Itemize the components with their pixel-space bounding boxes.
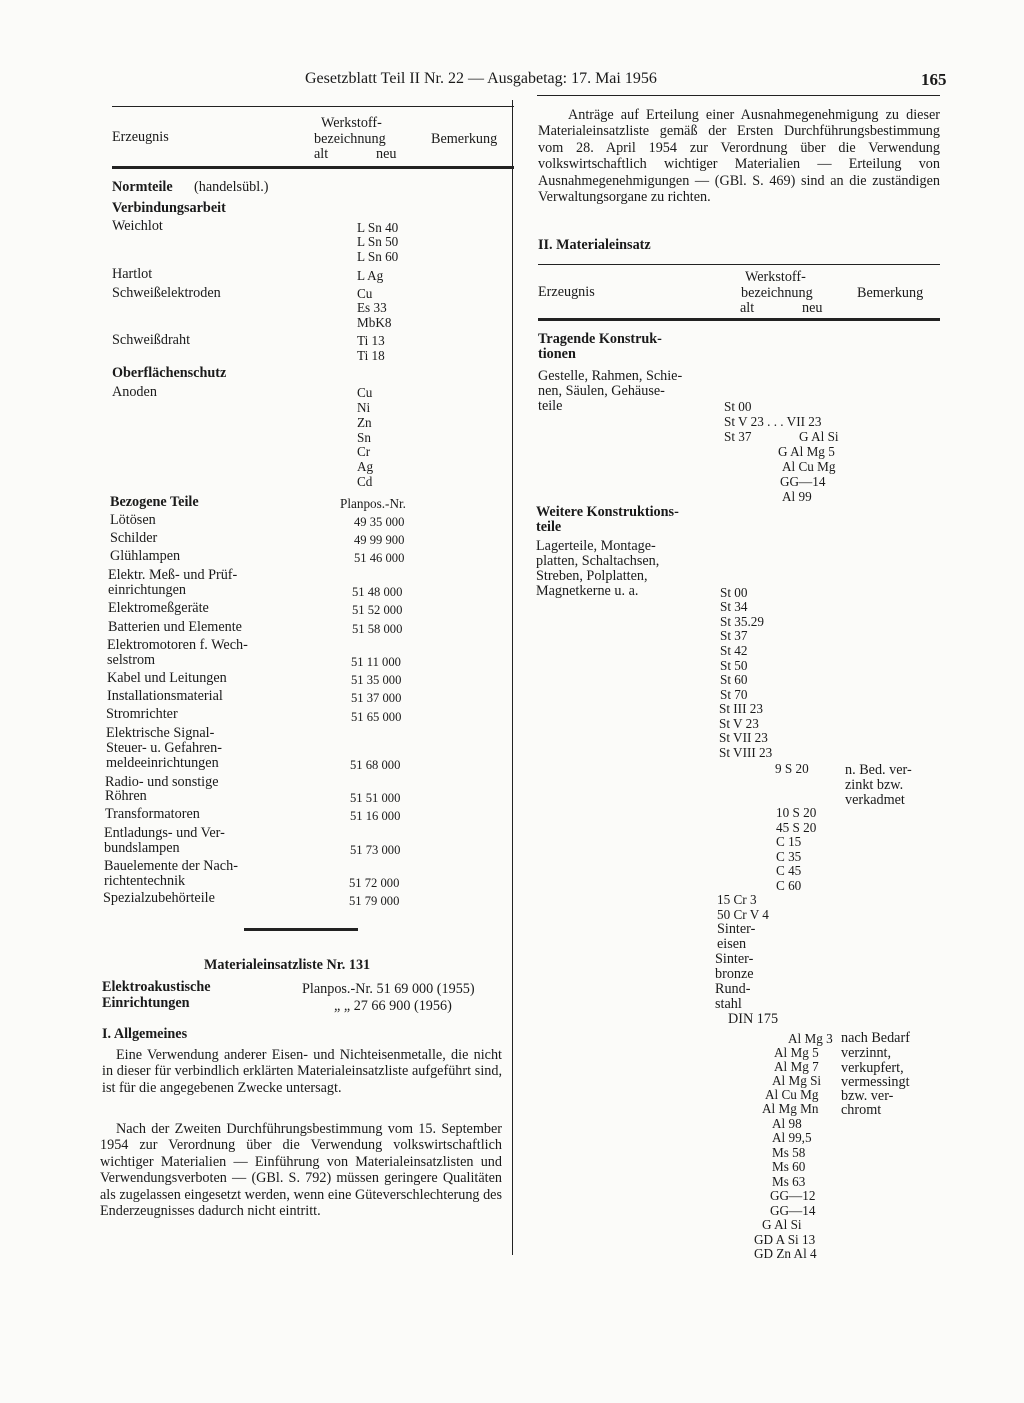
header-rule-right: [537, 95, 940, 96]
code-9s20: 9 S 20: [775, 761, 809, 776]
list-item-cont: einrichtungen: [108, 582, 187, 598]
code-st: St 37: [720, 628, 748, 643]
code-cr: Cr: [357, 444, 371, 459]
oberflaechenschutz-heading: Oberflächenschutz: [112, 365, 227, 381]
list-item-nr: 51 65 000: [351, 710, 402, 724]
list-item-nr: 51 73 000: [350, 843, 401, 857]
col-werkstoff-2: bezeichnung: [314, 131, 386, 147]
normteile-heading: Normteile: [112, 179, 173, 195]
code-al: Al Mg 5: [774, 1045, 819, 1060]
code-15cr3: 15 Cr 3: [717, 892, 757, 907]
sintereisen-cont: eisen: [717, 936, 747, 952]
code-st37: St 37: [724, 429, 752, 444]
list-item-nr: 51 46 000: [354, 551, 405, 565]
col-werkstoff: Werkstoff-: [321, 115, 382, 131]
gestelle-cont: nen, Säulen, Gehäuse-: [538, 383, 665, 399]
r-col-neu: neu: [802, 300, 823, 316]
code-al: GD A Si 13: [754, 1232, 816, 1247]
code-st: St VIII 23: [719, 745, 773, 760]
list-item: Lötösen: [110, 512, 156, 528]
planpos-heading: Planpos.-Nr.: [340, 496, 406, 511]
column-divider: [512, 100, 513, 1255]
code-es33: Es 33: [357, 300, 387, 315]
code-gg14: GG—14: [780, 474, 826, 489]
code-al: Al Mg Mn: [762, 1101, 819, 1116]
tragende-heading: Tragende Konstruk-: [538, 331, 662, 347]
col-erzeugnis: Erzeugnis: [112, 129, 169, 145]
paragraph-3: Anträge auf Erteilung einer Ausnahmegenehmigung zu dieser Materialeinsatzliste gemäß der Ersten Durchführungsbestimmung vom 28. April 1954 zur Verordnung über die Verwendung volkswirtschaftlich wichtiger Materialien — Erteilung von Ausnahmegenehmigungen — (GBl. S. 469) sind an die zuständigen Verwaltungsorgane zu richten.: [538, 107, 940, 206]
weitere-heading: Weitere Konstruktions-: [536, 504, 679, 520]
list-item: Elektrische Signal-: [106, 725, 215, 741]
rundstahl: Rund-: [715, 981, 751, 997]
code-50crv4: 50 Cr V 4: [717, 907, 769, 922]
code-anode-cu: Cu: [357, 385, 373, 400]
weitere-heading-cont: teile: [536, 519, 562, 535]
code-cd: Cd: [357, 474, 373, 489]
liste-title: Materialeinsatzliste Nr. 131: [204, 957, 371, 973]
list-item: Elektromotoren f. Wech-: [107, 637, 248, 653]
code-st: St 70: [720, 687, 748, 702]
list-item: Spezialzubehörteile: [103, 890, 215, 906]
list-item-nr: 51 16 000: [350, 809, 401, 823]
code-neu: 10 S 20: [776, 805, 817, 820]
weichlot: Weichlot: [112, 218, 163, 234]
bemerkung-2: nach Bedarf: [841, 1030, 910, 1046]
lagerteile: Lagerteile, Montage-: [536, 538, 656, 554]
list-item-nr: 51 58 000: [352, 622, 403, 636]
list-item: Elektr. Meß- und Prüf-: [108, 567, 238, 583]
right-table-rule: [538, 318, 940, 321]
list-item: Transformatoren: [105, 806, 200, 822]
list-item-nr: 51 37 000: [351, 691, 402, 705]
sinterbronze: Sinter-: [715, 951, 754, 967]
list-item-cont: bundslampen: [104, 840, 180, 856]
list-item-cont: selstrom: [107, 652, 156, 668]
sinterbronze-cont: bronze: [715, 966, 754, 982]
lagerteile-cont: platten, Schaltachsen,: [536, 553, 660, 569]
col-bemerkung: Bemerkung: [431, 131, 498, 147]
section-allgemeines: I. Allgemeines: [102, 1026, 188, 1042]
gestelle: Gestelle, Rahmen, Schie-: [538, 368, 683, 384]
code-al: GG—14: [770, 1203, 816, 1218]
code-st: St V 23: [719, 716, 759, 731]
header-rule-left: [112, 106, 514, 107]
code-st: St III 23: [719, 701, 763, 716]
code-sn: Sn: [357, 430, 371, 445]
code-ag: Ag: [357, 459, 374, 474]
code-neu: C 15: [776, 834, 802, 849]
left-table-rule: [112, 166, 514, 169]
code-lsn40: L Sn 40: [357, 220, 399, 235]
code-neu: C 60: [776, 878, 802, 893]
bemerkung-note-cont-2: verkadmet: [845, 792, 905, 808]
list-item: Entladungs- und Ver-: [104, 825, 225, 841]
sintereisen: Sinter-: [717, 921, 756, 937]
list-item-nr: 51 35 000: [351, 673, 402, 687]
code-ti13: Ti 13: [357, 333, 385, 348]
list-item: Batterien und Elemente: [108, 619, 242, 635]
list-item-nr: 51 51 000: [350, 791, 401, 805]
header-title: Gesetzblatt Teil II Nr. 22 — Ausgabetag: 17. Mai 1956: [305, 70, 657, 87]
lagerteile-cont-2: Streben, Polplatten,: [536, 568, 648, 584]
list-item-nr: 51 11 000: [351, 655, 401, 669]
code-zn: Zn: [357, 415, 372, 430]
page-number: 165: [921, 70, 947, 89]
list-item-cont: Steuer- u. Gefahren-: [106, 740, 222, 756]
list-item-cont: Röhren: [105, 788, 147, 804]
lagerteile-cont-3: Magnetkerne u. a.: [536, 583, 639, 599]
list-item: Schilder: [110, 530, 158, 546]
code-al99: Al 99: [782, 489, 812, 504]
code-st: St 34: [720, 599, 748, 614]
verbindungsarbeit-heading: Verbindungsarbeit: [112, 200, 226, 216]
list-item-nr: 51 52 000: [352, 603, 403, 617]
code-al: Al 98: [772, 1116, 802, 1131]
code-al: Ms 58: [772, 1145, 806, 1160]
code-lsn50: L Sn 50: [357, 234, 399, 249]
list-item: Elektromeßgeräte: [108, 600, 209, 616]
hartlot: Hartlot: [112, 266, 153, 282]
code-st: St 00: [720, 585, 748, 600]
code-galsi: G Al Si: [799, 429, 839, 444]
code-al: Ms 60: [772, 1159, 806, 1174]
code-st: St VII 23: [719, 730, 768, 745]
code-al: GD Zn Al 4: [754, 1246, 817, 1261]
din-175: DIN 175: [728, 1011, 779, 1027]
paragraph-1: Eine Verwendung anderer Eisen- und Nichteisenmetalle, die nicht in dieser für verbindlich erklärten Materialeinsatzliste aufgeführt sind, ist für die angegebenen Zwecke untersagt.: [102, 1047, 502, 1096]
bemerkung-2-cont: vermessingt: [841, 1074, 910, 1090]
list-item: Radio- und sonstige: [105, 774, 219, 790]
r-col-alt: alt: [740, 300, 755, 316]
bezogene-teile-heading: Bezogene Teile: [110, 494, 199, 510]
list-item: Bauelemente der Nach-: [104, 858, 238, 874]
list-item-nr: 51 48 000: [352, 585, 403, 599]
planpos-line-2: „ „ 27 66 900 (1956): [334, 998, 452, 1014]
list-item: Stromrichter: [106, 706, 178, 722]
code-ni: Ni: [357, 400, 371, 415]
schweisselektroden: Schweißelektroden: [112, 285, 221, 301]
schweissdraht: Schweißdraht: [112, 332, 191, 348]
list-item-nr: 49 35 000: [354, 515, 405, 529]
col-alt: alt: [314, 146, 329, 162]
tragende-heading-cont: tionen: [538, 346, 576, 362]
code-st: St 42: [720, 643, 748, 658]
section-materialeinsatz: II. Materialeinsatz: [538, 237, 651, 253]
code-st: St 60: [720, 672, 748, 687]
rundstahl-cont: stahl: [715, 996, 742, 1012]
code-lag: L Ag: [357, 268, 384, 283]
product-name-cont: Einrichtungen: [102, 995, 190, 1011]
gestelle-cont-2: teile: [538, 398, 563, 414]
code-alcumg: Al Cu Mg: [782, 459, 836, 474]
list-item-nr: 51 72 000: [349, 876, 400, 890]
code-cu: Cu: [357, 286, 373, 301]
r-col-bemerkung: Bemerkung: [857, 285, 924, 301]
code-galmg5: G Al Mg 5: [778, 444, 835, 459]
right-table-top-rule: [538, 264, 940, 265]
code-st: St 50: [720, 658, 748, 673]
code-ti18: Ti 18: [357, 348, 385, 363]
paragraph-2: Nach der Zweiten Durchführungsbestimmung vom 15. September 1954 zur Verordnung über die Verwendung volkswirtschaftlich wichtiger Materialien — Einführung von Materialeinsatzlisten und Verwendungsverboten — (GBl. S. 792) müssen geringere Qualitäten als zugelassen eingesetzt werden, wenn eine Güteverschlechterung des Enderzeugnisses dadurch nicht eintritt.: [100, 1121, 502, 1220]
code-stv23: St V 23 . . . VII 23: [724, 414, 822, 429]
planpos-line: Planpos.-Nr. 51 69 000 (1955): [302, 981, 475, 997]
code-st00: St 00: [724, 399, 752, 414]
col-neu: neu: [376, 146, 397, 162]
code-st: St 35.29: [720, 614, 764, 629]
code-al: G Al Si: [762, 1217, 802, 1232]
code-neu: C 35: [776, 849, 802, 864]
list-item-nr: 51 79 000: [349, 894, 400, 908]
normteile-note: (handelsübl.): [194, 179, 269, 195]
list-item: Kabel und Leitungen: [107, 670, 227, 686]
bemerkung-2-cont: verkupfert,: [841, 1060, 904, 1076]
product-name: Elektroakustische: [102, 979, 211, 995]
bemerkung-note: n. Bed. ver-: [845, 762, 912, 778]
r-col-werkstoff-2: bezeichnung: [741, 285, 813, 301]
list-item: Installationsmaterial: [107, 688, 223, 704]
list-item-nr: 49 99 900: [354, 533, 405, 547]
list-item: Glühlampen: [110, 548, 181, 564]
code-neu: C 45: [776, 863, 802, 878]
list-item-cont: richtentechnik: [104, 873, 186, 889]
r-col-werkstoff: Werkstoff-: [745, 269, 806, 285]
code-mbk8: MbK8: [357, 315, 392, 330]
bemerkung-2-cont: verzinnt,: [841, 1045, 892, 1061]
r-col-erzeugnis: Erzeugnis: [538, 284, 595, 300]
code-al: Al 99,5: [772, 1130, 812, 1145]
code-al: Al Mg 7: [774, 1059, 819, 1074]
code-al: GG—12: [770, 1188, 816, 1203]
code-lsn60: L Sn 60: [357, 249, 399, 264]
code-al: Ms 63: [772, 1174, 806, 1189]
bemerkung-note-cont: zinkt bzw.: [845, 777, 904, 793]
anoden: Anoden: [112, 384, 157, 400]
code-al: Al Cu Mg: [765, 1087, 819, 1102]
bemerkung-2-cont: chromt: [841, 1102, 882, 1118]
section-divider: [244, 928, 358, 931]
code-neu: 45 S 20: [776, 820, 817, 835]
list-item-nr: 51 68 000: [350, 758, 401, 772]
bemerkung-2-cont: bzw. ver-: [841, 1088, 894, 1104]
list-item-cont: meldeeinrichtungen: [106, 755, 219, 771]
code-al: Al Mg Si: [772, 1073, 822, 1088]
code-al: Al Mg 3: [788, 1031, 833, 1046]
